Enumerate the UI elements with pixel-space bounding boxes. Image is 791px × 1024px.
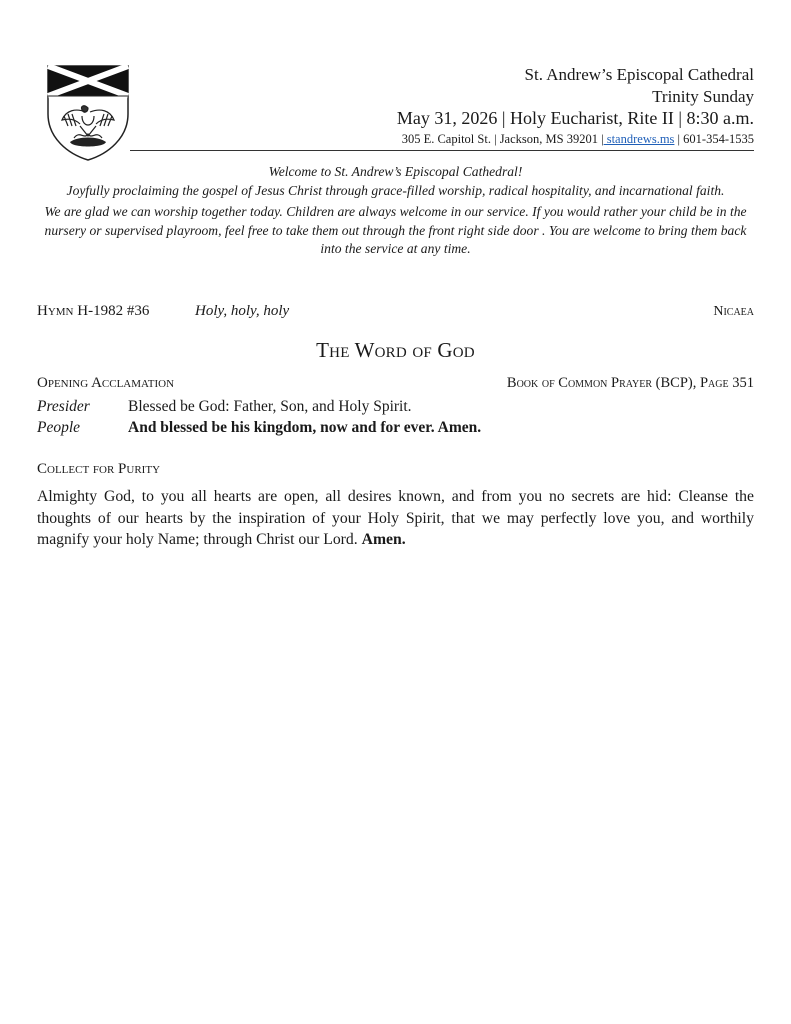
collect-heading <box>37 461 754 478</box>
header-divider <box>130 150 754 151</box>
website-link[interactable]: standrews.ms <box>603 132 675 146</box>
presider-text: Blessed be God: Father, Son, and Holy Spirit. <box>128 398 412 415</box>
liturgical-occasion: Trinity Sunday <box>652 87 754 106</box>
opening-acclamation-heading <box>37 375 754 392</box>
service-details: May 31, 2026 | Holy Eucharist, Rite II | 8:30 a.m. <box>396 108 754 128</box>
collect-text <box>37 486 754 551</box>
role-label: Presider <box>37 398 90 415</box>
welcome-heading: Welcome to St. Andrew’s Episcopal Cathedral! <box>268 164 523 179</box>
phone-text: | 601-354-1535 <box>674 132 754 146</box>
opening-acclamation-label: Opening Acclamation <box>37 375 175 391</box>
collect-prayer: Almighty God, to you all hearts are open, all desires known, and from you no secrets are hid: Cleanse the thoughts of our hearts by the inspiration of your Holy Spirit, that we may perfectly love you, and worthily magnify your holy Name; through Christ our Lord. <box>37 488 754 548</box>
collect-label: Collect for Purity <box>37 461 161 477</box>
welcome-body: We are glad we can worship together today. Children are always welcome in our service. If you would rather your child be in the nursery or supervised playroom, feel free to take them out through the front right side door . You are welcome to bring them back into the service at any time. <box>44 204 747 256</box>
bcp-reference: Book of Common Prayer (BCP), Page 351 <box>506 375 754 391</box>
welcome-block <box>37 163 754 259</box>
hymn-title: Holy, holy, holy <box>195 303 290 319</box>
mission-statement: Joyfully proclaiming the gospel of Jesus Christ through grace-filled worship, radical hospitality, and incarnational faith. <box>66 182 725 198</box>
bulletin-header <box>397 66 754 149</box>
hymn-tune: Nicaea <box>713 304 754 319</box>
collect-amen: Amen. <box>361 531 406 548</box>
hymn-number: Hymn H-1982 #36 <box>37 303 150 319</box>
cathedral-shield-icon <box>46 64 130 162</box>
presider-line <box>37 398 754 419</box>
acclamation-dialog <box>37 398 754 440</box>
role-label: People <box>37 419 81 436</box>
people-response: And blessed be his kingdom, now and for ever. Amen. <box>128 419 482 436</box>
contact-line <box>397 133 754 149</box>
church-name: St. Andrew’s Episcopal Cathedral <box>524 65 754 84</box>
address-text: 305 E. Capitol St. | Jackson, MS 39201 | <box>401 132 604 146</box>
section-heading: The Word of God <box>316 338 475 362</box>
people-line <box>37 419 754 440</box>
hymn-row <box>37 303 754 320</box>
